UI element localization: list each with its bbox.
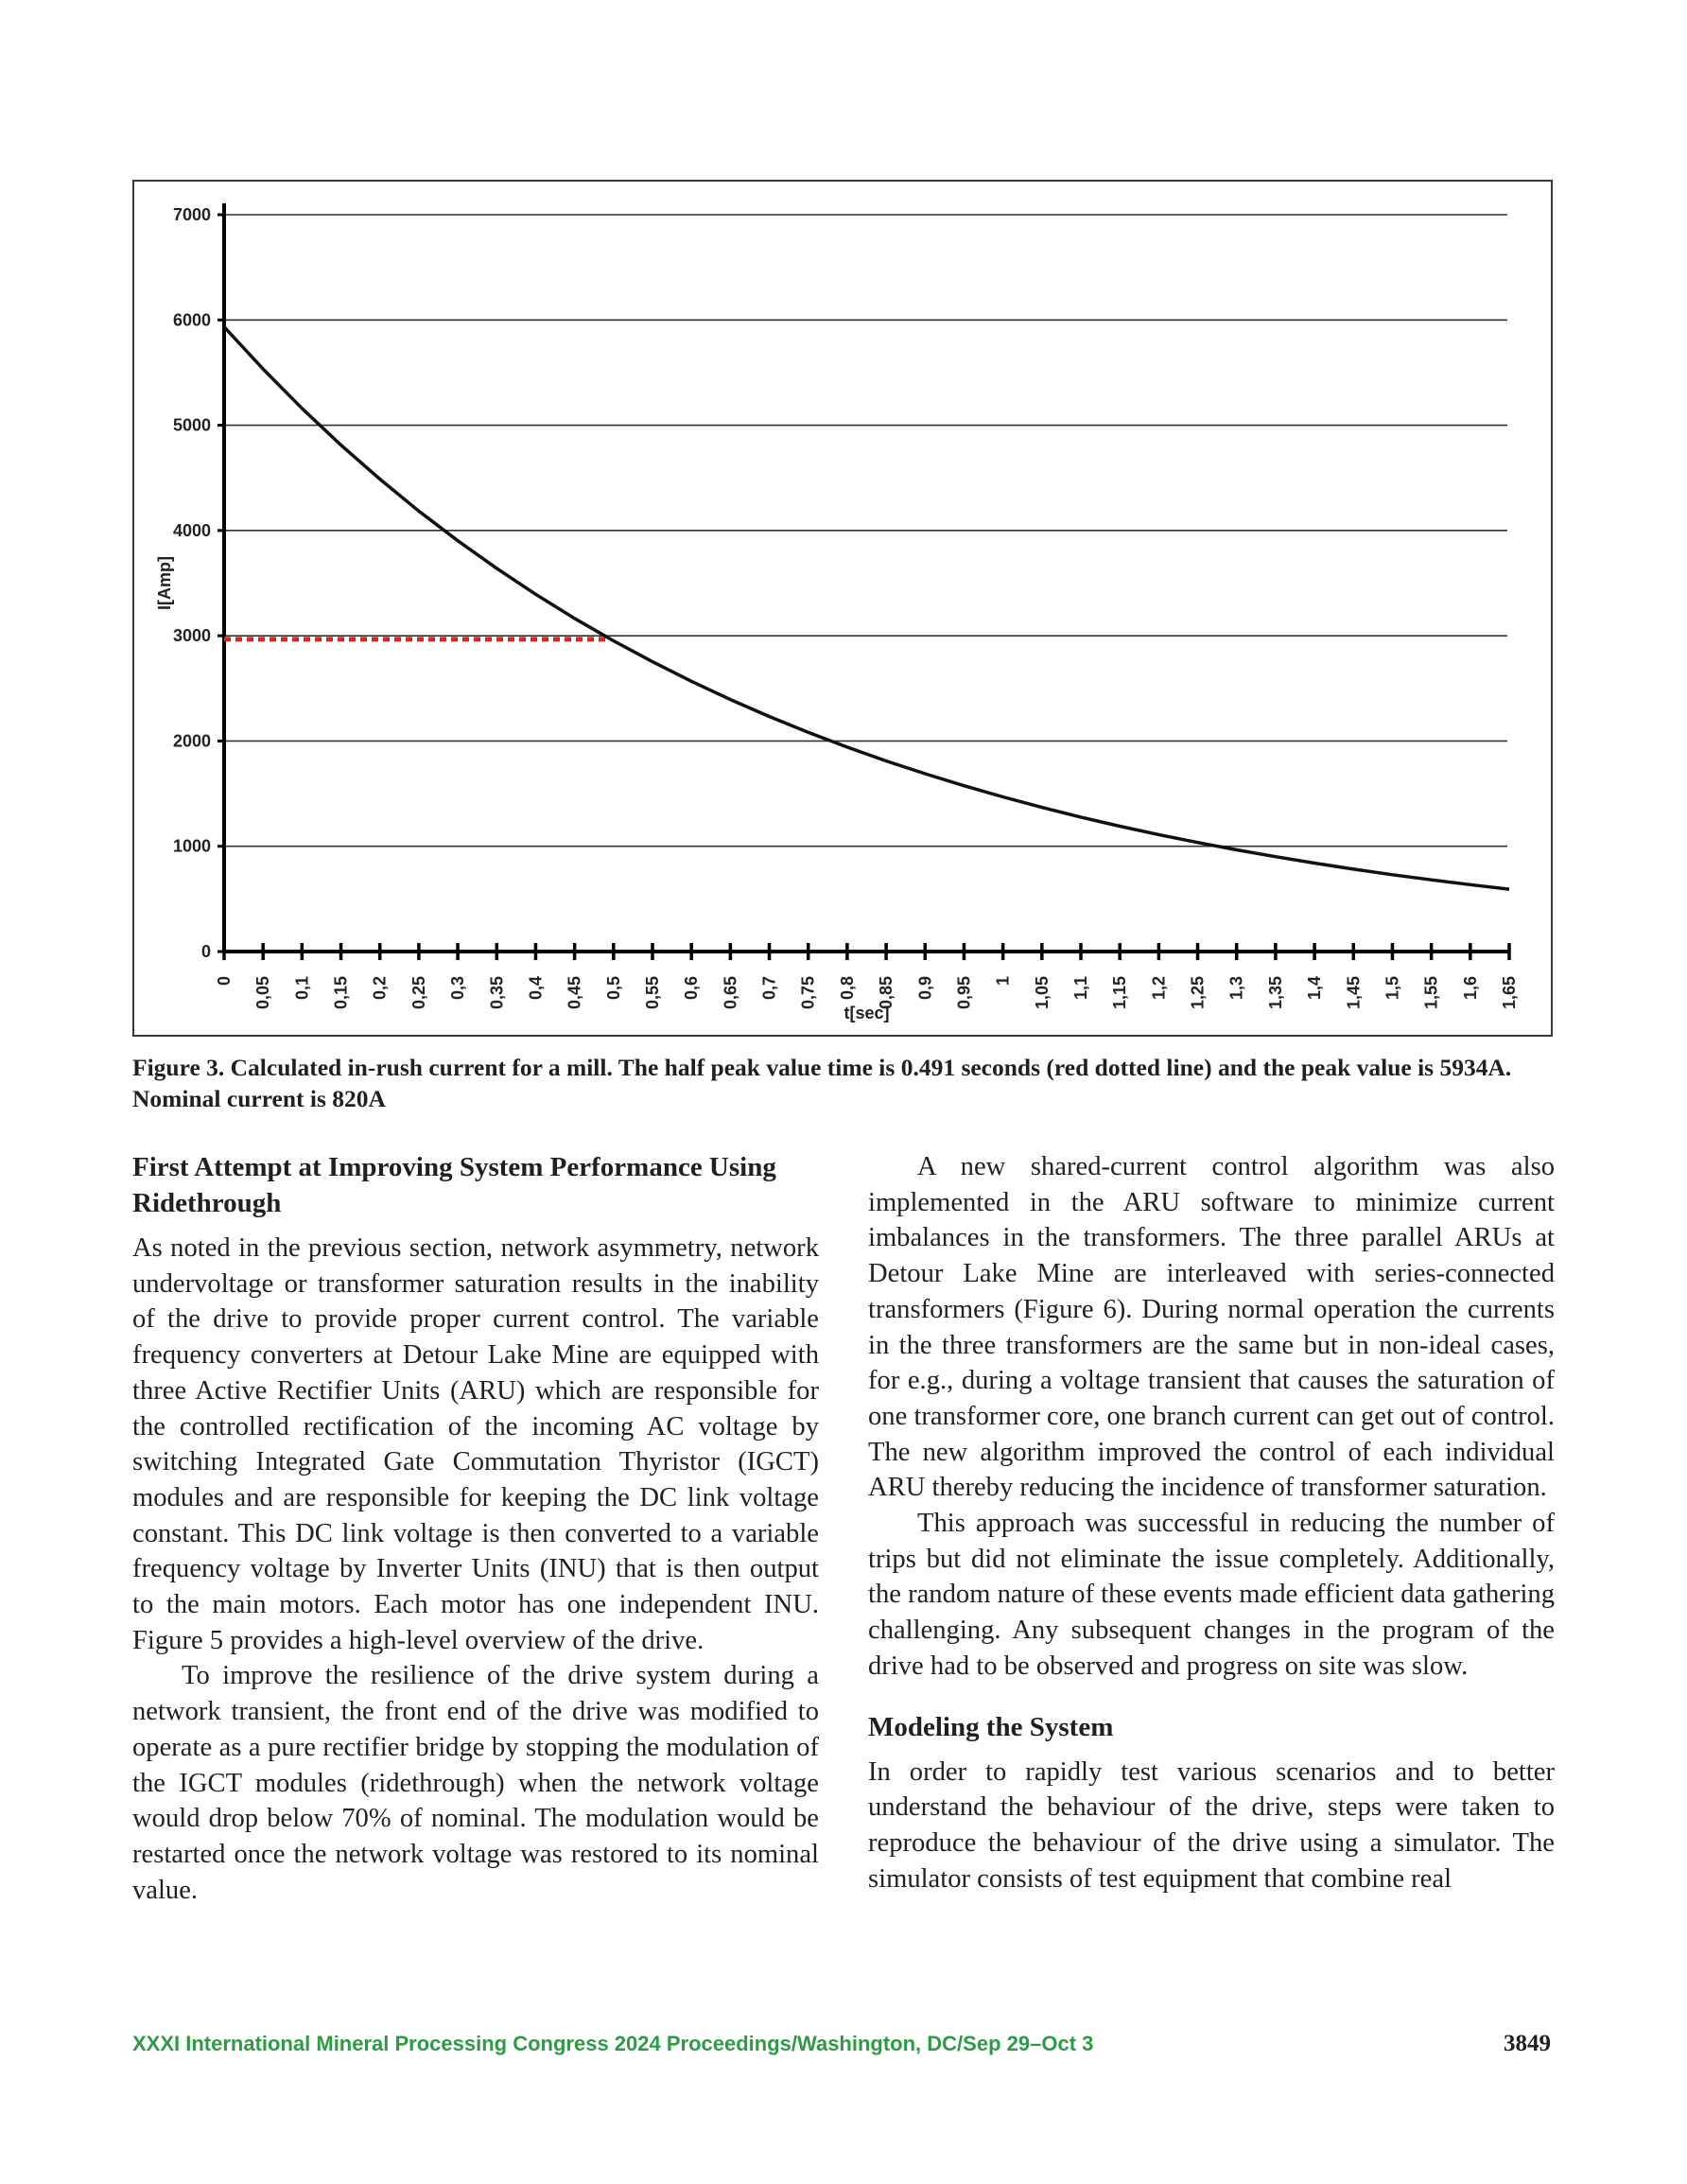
y-tick-label: 7000 — [172, 205, 211, 224]
x-tick-label: 1,4 — [1305, 976, 1325, 1001]
x-tick-label: 0,25 — [409, 976, 428, 1010]
x-tick-label: 0,2 — [370, 976, 390, 1001]
x-tick-label: 0,55 — [643, 976, 662, 1010]
paragraph: To improve the resilience of the drive system during a network transient, the front end of the drive was modified to operate as a pure rectifier bridge by stopping the modulation of the IGCT modules (ridethrough) when the network voltage would drop below 70% of nominal. The modulation would be restarted once the network voltage was restored to its nominal value. — [132, 1661, 819, 1905]
x-tick-label: 0,35 — [487, 976, 507, 1010]
x-tick-label: 0,6 — [682, 976, 702, 1001]
y-tick-label: 0 — [200, 942, 211, 961]
x-tick-label: 0,1 — [292, 976, 312, 1001]
page-footer — [132, 2031, 1551, 2057]
x-tick-label: 1,5 — [1383, 976, 1402, 1001]
x-tick-label: 0,8 — [837, 976, 857, 1001]
proceedings-title: XXXI International Mineral Processing Congress 2024 Proceedings/Washington, DC/Sep 29–Oct 3 — [132, 2032, 1094, 2055]
y-tick-label: 1000 — [172, 836, 211, 856]
section-heading-ridethrough: First Attempt at Improving System Performance Using Ridethrough — [132, 1152, 776, 1218]
x-tick-label: 0,3 — [448, 976, 468, 1001]
x-tick-label: 1,6 — [1460, 976, 1480, 1001]
x-tick-label: 1,15 — [1110, 976, 1130, 1010]
x-tick-label: 1,65 — [1500, 976, 1519, 1010]
x-tick-label: 0,5 — [603, 976, 623, 1001]
x-tick-label: 0,4 — [526, 976, 546, 1001]
x-axis-title: t[sec] — [844, 1004, 890, 1022]
x-tick-label: 1,05 — [1032, 976, 1052, 1010]
page-number: 3849 — [1504, 2031, 1551, 2056]
paragraph: In order to rapidly test various scenarios and to better understand the behaviour of the drive, steps were taken to reproduce the behaviour of the drive using a simulator. The simulator consists of test equipment that combine real — [868, 1756, 1555, 1894]
x-tick-label: 1,35 — [1265, 976, 1285, 1010]
paragraph: A new shared-current control algorithm was also implemented in the ARU software to minimize current imbalances in the transformers. The three parallel ARUs at Detour Lake Mine are interleaved with series-connected transformers (Figure 6). During normal operation the currents in the three transformers are the same but in non-ideal cases, for e.g., during a voltage transient that causes the saturation of one transformer core, one branch current can get out of control. The new algorithm improved the control of each individual ARU thereby reducing the incidence of transformer saturation. — [868, 1152, 1555, 1503]
x-tick-label: 0,85 — [877, 976, 896, 1010]
current-decay-curve — [224, 327, 1509, 890]
x-tick-label: 0 — [215, 976, 234, 987]
y-tick-label: 5000 — [172, 415, 211, 435]
x-tick-label: 1,45 — [1344, 976, 1364, 1010]
y-tick-label: 2000 — [172, 731, 211, 751]
x-tick-label: 0,65 — [721, 976, 740, 1010]
figure-caption: Figure 3. Calculated in-rush current for a mill. The half peak value time is 0.491 seconds (red dotted line) and the peak value is 5934A. Nominal current is 820A — [132, 1054, 1512, 1112]
x-tick-label: 0,15 — [331, 976, 351, 1010]
x-tick-label: 0,95 — [954, 976, 974, 1010]
x-tick-label: 0,05 — [253, 976, 273, 1010]
y-tick-label: 4000 — [172, 520, 211, 540]
x-tick-label: 0,75 — [798, 976, 818, 1010]
x-tick-label: 0,9 — [915, 976, 935, 1001]
paragraph: As noted in the previous section, network asymmetry, network undervoltage or transformer saturation results in the inability of the drive to provide proper current control. The variable frequency converters at Detour Lake Mine are equipped with three Active Rectifier Units (ARU) which are responsible for the controlled rectification of the incoming AC voltage by switching Integrated Gate Commutation Thyristor (IGCT) modules and are responsible for keeping the DC link voltage constant. This DC link voltage is then converted to a variable frequency voltage by Inverter Units (INU) that is then output to the main motors. Each motor has one independent INU. Figure 5 provides a high-level overview of the drive. — [132, 1233, 819, 1655]
right-column — [868, 1149, 1555, 1896]
y-axis-title: I[Amp] — [155, 556, 174, 610]
x-tick-label: 1 — [993, 976, 1013, 987]
y-tick-label: 6000 — [172, 310, 211, 330]
figure-3-chart — [132, 180, 1553, 1037]
section-heading-modeling: Modeling the System — [868, 1711, 1114, 1742]
x-tick-label: 1,3 — [1226, 976, 1246, 1001]
x-tick-label: 1,1 — [1071, 976, 1090, 1001]
x-tick-label: 1,2 — [1149, 976, 1169, 1001]
inrush-current-chart — [134, 182, 1551, 1035]
x-tick-label: 1,55 — [1421, 976, 1441, 1010]
paragraph: This approach was successful in reducing the number of trips but did not eliminate the issue completely. Additionally, the random nature of these events made efficient data gathering challenging. Any subsequent changes in the program of the drive had to be observed and progress on site was slow. — [868, 1509, 1555, 1681]
left-column — [132, 1149, 819, 1908]
x-tick-label: 0,45 — [565, 976, 584, 1010]
x-tick-label: 1,25 — [1188, 976, 1208, 1010]
y-tick-label: 3000 — [172, 626, 211, 646]
x-tick-label: 0,7 — [759, 976, 779, 1001]
